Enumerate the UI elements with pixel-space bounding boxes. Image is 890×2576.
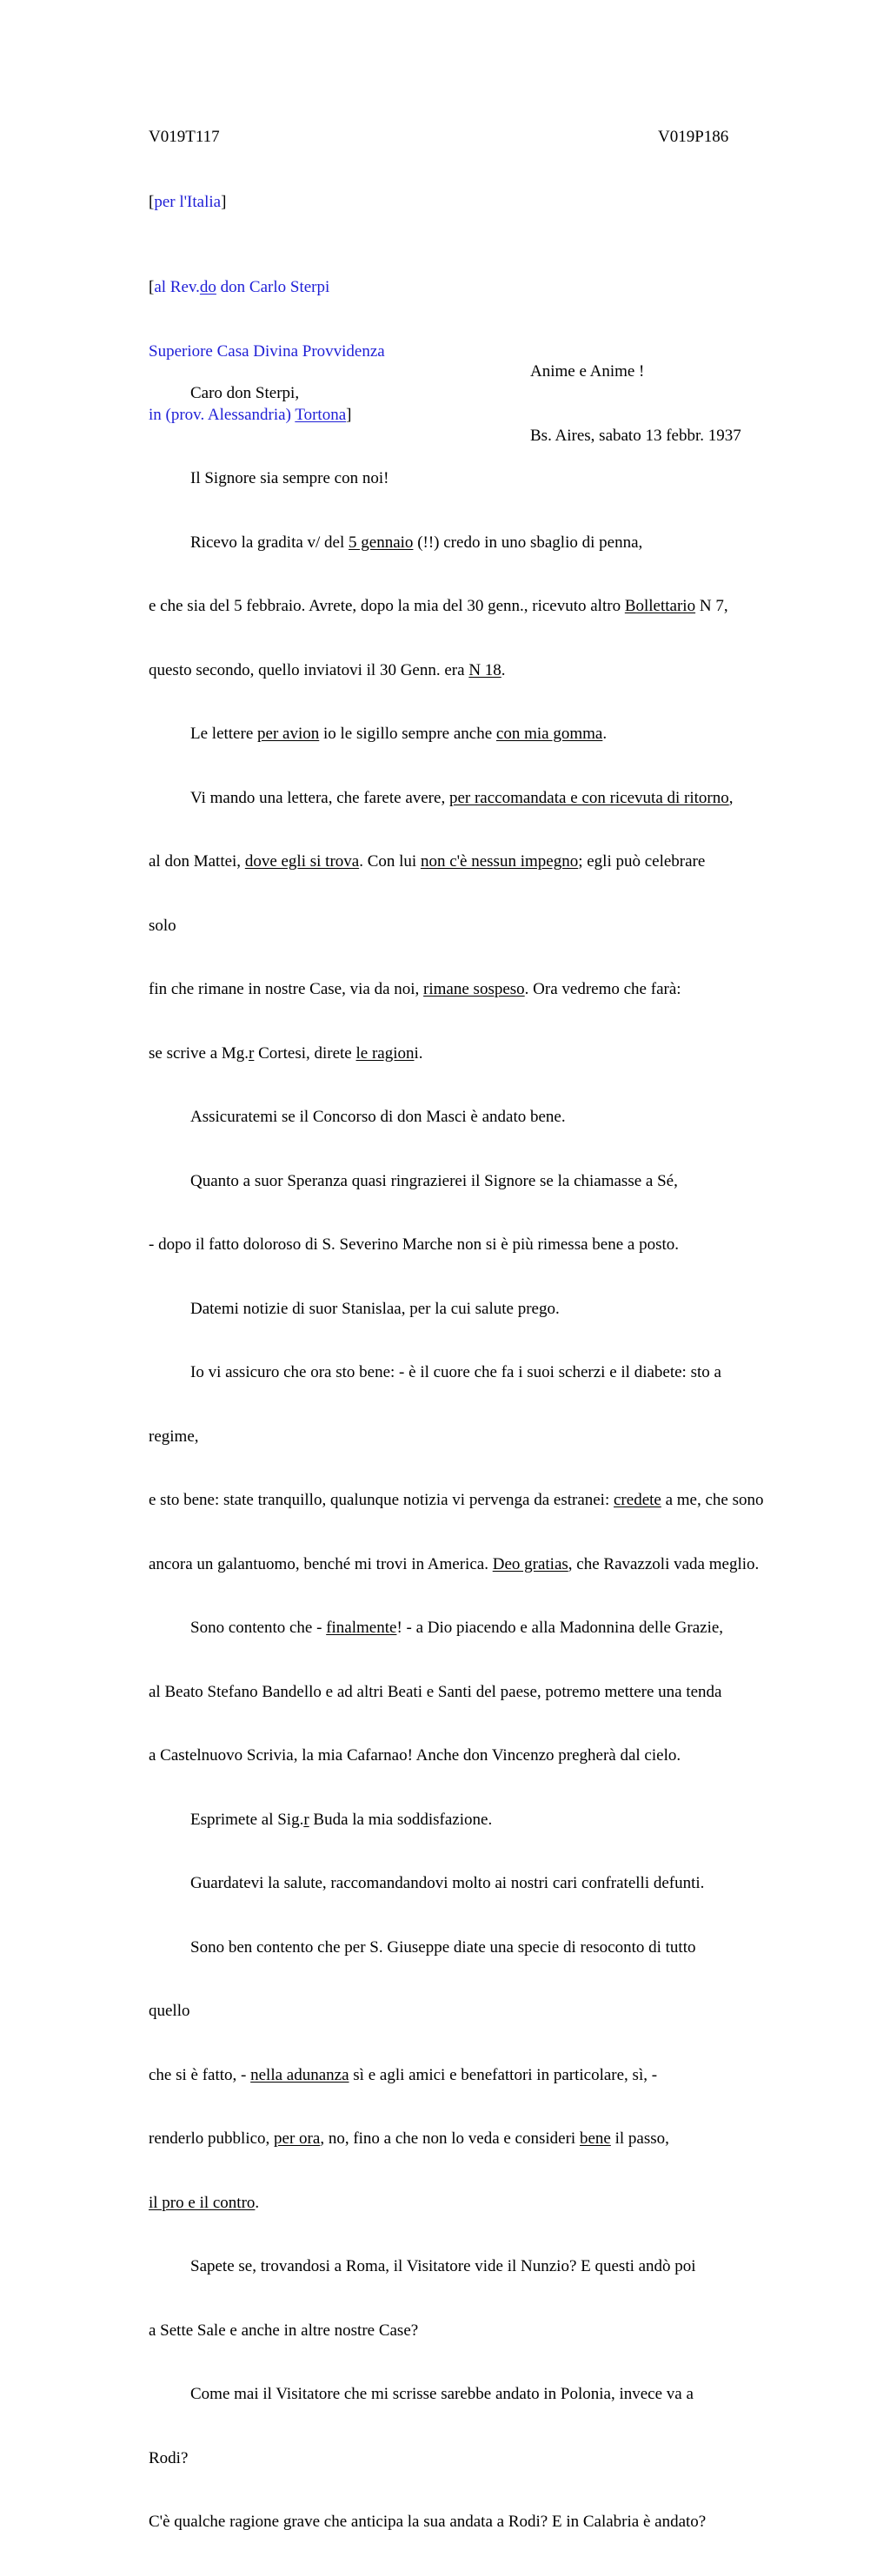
body-line: - dopo il fatto doloroso di S. Severino Marche non si è più rimessa bene a posto. bbox=[149, 1235, 680, 1254]
body-line: se scrive a Mg.r Cortesi, direte le ragioni. bbox=[149, 1043, 423, 1063]
body-line: al Beato Stefano Bandello e ad altri Beati e Santi del paese, potremo mettere una tenda bbox=[149, 1682, 722, 1701]
motto: Anime e Anime ! bbox=[530, 362, 645, 381]
body-line: Le lettere per avion io le sigillo sempre anche con mia gomma. bbox=[190, 725, 608, 743]
salutation: Caro don Sterpi, bbox=[190, 384, 300, 402]
body-line: Io vi assicuro che ora sto bene: - è il cuore che fa i suoi scherzi e il diabete: sto a bbox=[190, 1363, 721, 1381]
body-line: Ricevo la gradita v/ del 5 gennaio (!!) credo in uno sbaglio di penna, bbox=[190, 533, 643, 552]
body-line: che si è fatto, - nella adunanza sì e agli amici e benefattori in particolare, sì, - bbox=[149, 2065, 658, 2084]
body-line: Il Signore sia sempre con noi! bbox=[190, 469, 389, 487]
address-line: Superiore Casa Divina Provvidenza bbox=[149, 341, 385, 361]
body-line: Vi mando una lettera, che farete avere, per raccomandata e con ricevuta di ritorno, bbox=[190, 788, 734, 807]
body-line: Sono ben contento che per S. Giuseppe diate una specie di resoconto di tutto bbox=[190, 1937, 696, 1957]
body-line: il pro e il contro. bbox=[149, 2193, 260, 2212]
body-line: Esprimete al Sig.r Buda la mia soddisfazione. bbox=[190, 1810, 493, 1829]
body-line: Come mai il Visitatore che mi scrisse sarebbe andato in Polonia, invece va a bbox=[190, 2385, 694, 2403]
body-line: Sapete se, trovandosi a Roma, il Visitatore vide il Nunzio? E questi andò poi bbox=[190, 2257, 696, 2275]
body-line: quello bbox=[149, 2002, 190, 2020]
body-line: Assicuratemi se il Concorso di don Masci è andato bene. bbox=[190, 1108, 566, 1126]
body-line: Sono contento che - finalmente! - a Dio piacendo e alla Madonnina delle Grazie, bbox=[190, 1619, 724, 1637]
body-line: regime, bbox=[149, 1427, 199, 1446]
body-line: Guardatevi la salute, raccomandandovi molto ai nostri cari confratelli defunti. bbox=[190, 1874, 705, 1892]
address-line: [al Rev.do don Carlo Sterpi bbox=[149, 278, 330, 296]
place-date: Bs. Aires, sabato 13 febbr. 1937 bbox=[530, 426, 741, 445]
body-line: fin che rimane in nostre Case, via da noi, rimane sospeso. Ora vedremo che farà: bbox=[149, 980, 681, 998]
body-line: Datemi notizie di suor Stanislaa, per la cui salute prego. bbox=[190, 1299, 560, 1318]
archive-code-left: V019T117 bbox=[149, 128, 220, 146]
body-line: a Sette Sale e anche in altre nostre Case? bbox=[149, 2321, 419, 2340]
letter-body bbox=[149, 426, 764, 2576]
body-line: renderlo pubblico, per ora, no, fino a che non lo veda e consideri bene il passo, bbox=[149, 2129, 669, 2148]
body-line: C'è qualche ragione grave che anticipa la sua andata a Rodi? E in Calabria è andato? bbox=[149, 2513, 707, 2531]
body-line: Rodi? bbox=[149, 2448, 189, 2467]
body-line: questo secondo, quello inviatovi il 30 Genn. era N 18. bbox=[149, 660, 506, 679]
body-line: a Castelnuovo Scrivia, la mia Cafarnao! Anche don Vincenzo pregherà dal cielo. bbox=[149, 1746, 681, 1765]
address-line: in (prov. Alessandria) Tortona] bbox=[149, 406, 352, 424]
body-line: ancora un galantuomo, benché mi trovi in America. Deo gratias, che Ravazzoli vada meglio. bbox=[149, 1554, 760, 1573]
destination-note: [per l'Italia] bbox=[149, 193, 227, 211]
body-line: e che sia del 5 febbraio. Avrete, dopo la mia del 30 genn., ricevuto altro Bollettario N 7, bbox=[149, 597, 728, 615]
body-line: solo bbox=[149, 916, 176, 935]
body-line: e sto bene: state tranquillo, qualunque notizia vi pervenga da estranei: credete a me, che sono bbox=[149, 1491, 764, 1509]
body-line: al don Mattei, dove egli si trova. Con lui non c'è nessun impegno; egli può celebrare bbox=[149, 852, 706, 871]
body-line: Quanto a suor Speranza quasi ringrazierei il Signore se la chiamasse a Sé, bbox=[190, 1171, 678, 1190]
archive-code-right: V019P186 bbox=[658, 128, 729, 146]
